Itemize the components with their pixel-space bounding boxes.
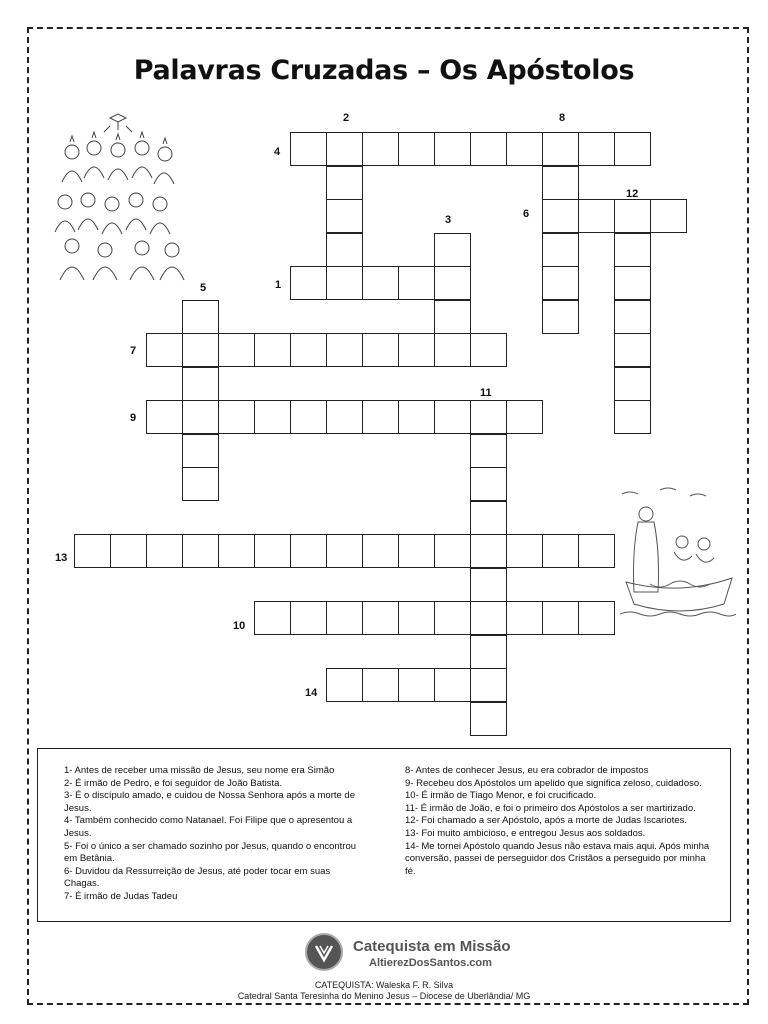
crossword-cell[interactable]: [542, 199, 579, 233]
jesus-fishermen-illustration: [620, 486, 736, 628]
clue-1: 1- Antes de receber uma missão de Jesus, seu nome era Simão: [64, 765, 335, 776]
clue-number-4: 4: [274, 146, 281, 158]
crossword-cell[interactable]: [614, 233, 651, 267]
crossword-cell[interactable]: [146, 400, 183, 434]
crossword-cell[interactable]: [614, 400, 651, 434]
crossword-cell[interactable]: [290, 333, 327, 367]
crossword-cell[interactable]: [218, 400, 255, 434]
clue-3: 3- É o discípulo amado, e cuidou de Nossa Senhora após a morte de Jesus.: [64, 790, 355, 814]
clue-number-5: 5: [200, 282, 207, 294]
crossword-cell[interactable]: [218, 333, 255, 367]
crossword-cell[interactable]: [470, 467, 507, 501]
crossword-cell[interactable]: [362, 601, 399, 635]
clue-7: 7- É irmão de Judas Tadeu: [64, 890, 178, 902]
footer-catechist: CATEQUISTA: Waleska F. R. Silva: [314, 980, 454, 990]
crossword-cell[interactable]: [182, 367, 219, 401]
crossword-cell[interactable]: [362, 668, 399, 702]
clue-number-7: 7: [130, 345, 137, 357]
crossword-cell[interactable]: [470, 400, 507, 434]
crossword-cell[interactable]: [362, 333, 399, 367]
crossword-cell[interactable]: [326, 166, 363, 200]
crossword-cell[interactable]: [110, 534, 147, 568]
crossword-cell[interactable]: [326, 534, 363, 568]
crossword-cell[interactable]: [470, 434, 507, 468]
clue-number-3: 3: [445, 214, 452, 226]
crossword-cell[interactable]: [614, 367, 651, 401]
crossword-cell[interactable]: [326, 199, 363, 233]
clue-2: 2- É irmão de Pedro, e foi seguidor de João Batista.: [64, 777, 283, 789]
clue-number-12: 12: [626, 188, 639, 200]
crossword-cell[interactable]: [578, 601, 615, 635]
crossword-cell[interactable]: [470, 534, 507, 568]
logo-name: Catequista em Missão: [353, 938, 511, 955]
clue-number-6: 6: [523, 208, 530, 220]
clue-8: 8- Antes de conhecer Jesus, eu era cobrador de impostos: [405, 765, 649, 776]
crossword-cell[interactable]: [542, 132, 579, 166]
clues-right-column: [405, 765, 717, 878]
crossword-cell[interactable]: [326, 668, 363, 702]
clue-14: 14- Me tornei Apóstolo quando Jesus não estava mais aqui. Após minha conversão, passei de perseguidor dos Cristãos a perseguido por minha fé.: [405, 840, 710, 877]
crossword-cell[interactable]: [542, 233, 579, 267]
crossword-cell[interactable]: [182, 333, 219, 367]
crossword-cell[interactable]: [398, 534, 435, 568]
clue-number-14: 14: [305, 687, 318, 699]
crossword-cell[interactable]: [362, 266, 399, 300]
crossword-cell[interactable]: [578, 132, 615, 166]
crossword-cell[interactable]: [362, 132, 399, 166]
crossword-cell[interactable]: [254, 333, 291, 367]
crossword-cell[interactable]: [542, 534, 579, 568]
crossword-cell[interactable]: [506, 534, 543, 568]
crossword-cell[interactable]: [290, 266, 327, 300]
crossword-cell[interactable]: [470, 132, 507, 166]
crossword-cell[interactable]: [290, 534, 327, 568]
crossword-cell[interactable]: [326, 333, 363, 367]
crossword-cell[interactable]: [290, 132, 327, 166]
clue-number-11: 11: [480, 387, 492, 399]
clue-5: 5- Foi o único a ser chamado sozinho por Jesus, quando o encontrou em Betânia.: [64, 840, 357, 865]
crossword-cell[interactable]: [434, 333, 471, 367]
crossword-cell[interactable]: [398, 400, 435, 434]
crossword-cell[interactable]: [434, 233, 471, 267]
footer-parish: Catedral Santa Teresinha do Menino Jesus – Diocese de Uberlândia/ MG: [237, 991, 531, 1001]
crossword-cell[interactable]: [326, 601, 363, 635]
pentecost-apostles-illustration: [50, 112, 188, 284]
clue-number-1: 1: [275, 279, 282, 291]
crossword-cell[interactable]: [254, 534, 291, 568]
crossword-cell[interactable]: [470, 568, 507, 602]
crossword-cell[interactable]: [398, 601, 435, 635]
crossword-cell[interactable]: [434, 534, 471, 568]
clue-number-10: 10: [233, 620, 246, 632]
crossword-cell[interactable]: [506, 132, 543, 166]
crossword-cell[interactable]: [146, 534, 183, 568]
crossword-cell[interactable]: [326, 132, 363, 166]
clue-12: 12- Foi chamado a ser Apóstolo, após a morte de Judas Iscariotes.: [405, 815, 687, 827]
crossword-cell[interactable]: [434, 300, 471, 334]
crossword-cell[interactable]: [290, 400, 327, 434]
crossword-cell[interactable]: [542, 166, 579, 200]
crossword-cell[interactable]: [434, 132, 471, 166]
crossword-cell[interactable]: [146, 333, 183, 367]
crossword-cell[interactable]: [290, 601, 327, 635]
crossword-cell[interactable]: [398, 333, 435, 367]
crossword-cell[interactable]: [398, 266, 435, 300]
crossword-cell[interactable]: [74, 534, 111, 568]
crossword-cell[interactable]: [326, 400, 363, 434]
crossword-cell[interactable]: [182, 400, 219, 434]
clue-number-2: 2: [343, 112, 350, 124]
clue-10: 10- É irmão de Tiago Menor, e foi crucificado.: [405, 790, 597, 802]
clue-9: 9- Recebeu dos Apóstolos um apelido que significa zeloso, cuidadoso.: [405, 777, 702, 789]
crossword-cell[interactable]: [434, 668, 471, 702]
crossword-cell[interactable]: [182, 434, 219, 468]
logo-emblem-icon: [305, 933, 343, 971]
crossword-cell[interactable]: [470, 501, 507, 535]
crossword-cell[interactable]: [578, 199, 615, 233]
crossword-cell[interactable]: [254, 400, 291, 434]
crossword-cell[interactable]: [434, 266, 471, 300]
page-title: Palavras Cruzadas – Os Apóstolos: [133, 55, 635, 86]
clue-6: 6- Duvidou da Ressurreição de Jesus, até poder tocar em suas Chagas.: [64, 865, 331, 890]
crossword-cell[interactable]: [470, 668, 507, 702]
crossword-cell[interactable]: [182, 300, 219, 334]
crossword-cell[interactable]: [614, 333, 651, 367]
crossword-cell[interactable]: [470, 601, 507, 635]
catequista-logo: [303, 931, 523, 975]
crossword-cell[interactable]: [218, 534, 255, 568]
clue-number-13: 13: [55, 552, 68, 564]
crossword-cell[interactable]: [614, 266, 651, 300]
crossword-cell[interactable]: [542, 601, 579, 635]
crossword-cell[interactable]: [470, 702, 507, 736]
clues-left-column: [64, 765, 364, 904]
clues-box: [37, 748, 731, 922]
logo-site: AltierezDosSantos.com: [369, 957, 492, 969]
crossword-cell[interactable]: [614, 199, 651, 233]
clue-4: 4- Também conhecido como Natanael. Foi Filipe que o apresentou a Jesus.: [64, 815, 353, 839]
clue-13: 13- Foi muito ambicioso, e entregou Jesus aos soldados.: [405, 827, 646, 839]
crossword-cell[interactable]: [254, 601, 291, 635]
crossword-cell[interactable]: [470, 635, 507, 669]
crossword-cell[interactable]: [182, 534, 219, 568]
crossword-cell[interactable]: [182, 467, 219, 501]
clue-number-9: 9: [130, 412, 137, 424]
crossword-cell[interactable]: [542, 266, 579, 300]
crossword-cell[interactable]: [506, 601, 543, 635]
crossword-cell[interactable]: [506, 400, 543, 434]
crossword-cell[interactable]: [578, 534, 615, 568]
crossword-cell[interactable]: [362, 400, 399, 434]
crossword-cell[interactable]: [614, 132, 651, 166]
crossword-cell[interactable]: [326, 266, 363, 300]
crossword-cell[interactable]: [434, 601, 471, 635]
crossword-cell[interactable]: [434, 400, 471, 434]
crossword-cell[interactable]: [362, 534, 399, 568]
clue-number-8: 8: [559, 112, 566, 124]
crossword-cell[interactable]: [542, 300, 579, 334]
crossword-cell[interactable]: [650, 199, 687, 233]
crossword-cell[interactable]: [470, 333, 507, 367]
crossword-cell[interactable]: [398, 132, 435, 166]
crossword-cell[interactable]: [614, 300, 651, 334]
crossword-cell[interactable]: [326, 233, 363, 267]
clue-11: 11- É irmão de João, e foi o primeiro dos Apóstolos a ser martirizado.: [405, 802, 696, 814]
crossword-cell[interactable]: [398, 668, 435, 702]
